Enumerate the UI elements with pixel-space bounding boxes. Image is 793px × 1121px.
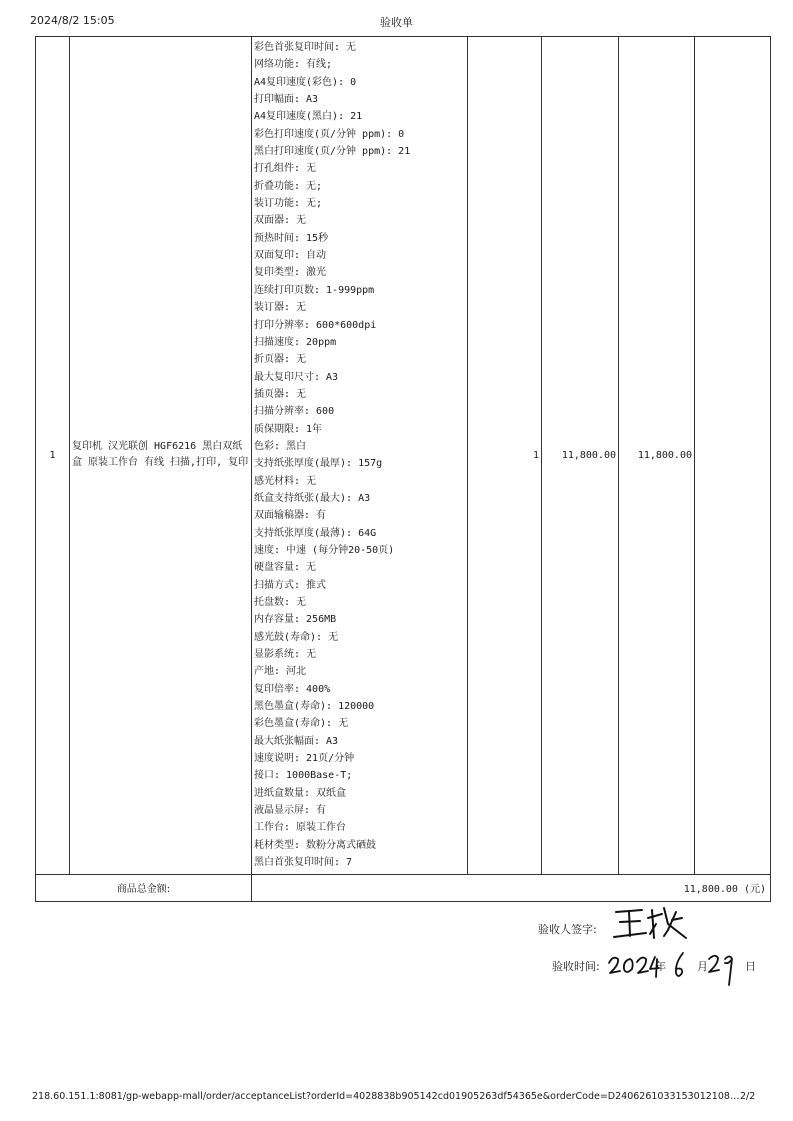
print-datetime: 2024/8/2 15:05 — [30, 14, 115, 27]
spec-line: 扫描分辨率: 600 — [254, 406, 335, 418]
spec-line: A4复印速度(彩色): 0 — [254, 76, 357, 88]
spec-line: 复印倍率: 400% — [254, 683, 331, 695]
spec-line: 内存容量: 256MB — [254, 614, 337, 626]
spec-line: 速度说明: 21页/分钟 — [254, 753, 355, 765]
spec-line: 双面复印: 自动 — [254, 250, 327, 262]
item-name: 复印机 汉光联创 HGF6216 黑白双纸盒 原装工作台 有线 扫描,打印, 复印 — [70, 37, 252, 875]
day-unit: 日 — [745, 960, 756, 973]
item-amount: 11,800.00 — [619, 37, 695, 875]
spec-line: 产地: 河北 — [254, 666, 307, 678]
handwritten-signature — [612, 900, 692, 942]
spec-line: 质保期限: 1年 — [254, 423, 323, 435]
spec-line: 折叠功能: 无; — [254, 180, 323, 192]
spec-line: 彩色首张复印时间: 无 — [254, 42, 357, 53]
total-value: 11,800.00 (元) — [252, 874, 771, 901]
receipt-time-label: 验收时间: — [552, 960, 600, 973]
signature-label: 验收人签字: — [538, 923, 597, 936]
spec-line: 支持纸张厚度(最薄): 64G — [254, 527, 377, 539]
spec-line: 进纸盒数量: 双纸盒 — [254, 787, 347, 799]
spec-line: 黑白打印速度(页/分钟 ppm): 21 — [254, 146, 411, 158]
item-number: 1 — [36, 37, 70, 875]
spec-line: 网络功能: 有线; — [254, 59, 333, 71]
spec-line: 彩色墨盒(寿命): 无 — [254, 718, 349, 730]
spec-line: 液晶显示屏: 有 — [254, 805, 327, 817]
empty-cell — [695, 37, 771, 875]
total-label: 商品总金额: — [36, 874, 252, 901]
spec-line: 黑白首张复印时间: 7 — [254, 857, 353, 869]
spec-line: 装订功能: 无; — [254, 198, 323, 210]
total-row — [36, 874, 771, 901]
spec-line: 工作台: 原装工作台 — [254, 822, 347, 834]
item-unit-price: 11,800.00 — [542, 37, 619, 875]
spec-line: 连续打印页数: 1-999ppm — [254, 284, 375, 296]
spec-line: 速度: 中速 (每分钟20-50页) — [254, 544, 395, 556]
spec-line: 纸盒支持纸张(最大): A3 — [254, 492, 371, 504]
spec-line: 感光材料: 无 — [254, 475, 317, 487]
spec-line: 显影系统: 无 — [254, 649, 317, 661]
spec-line: 双面器: 无 — [254, 215, 307, 227]
spec-line: 装订器: 无 — [254, 302, 307, 314]
acceptance-table — [35, 36, 771, 902]
spec-line: 最大复印尺寸: A3 — [254, 371, 339, 383]
spec-line: 折页器: 无 — [254, 354, 307, 366]
item-specs — [252, 37, 468, 875]
handwritten-date — [605, 945, 745, 987]
spec-list — [254, 39, 467, 872]
spec-line: 接口: 1000Base-T; — [254, 770, 353, 782]
spec-line: 扫描速度: 20ppm — [254, 336, 337, 348]
spec-line: 最大纸张幅面: A3 — [254, 735, 339, 747]
spec-line: 双面输稿器: 有 — [254, 510, 327, 522]
table-row — [36, 37, 771, 875]
spec-line: 打孔组件: 无 — [254, 163, 317, 175]
month-unit: 月 — [697, 960, 708, 973]
spec-line: 支持纸张厚度(最厚): 157g — [254, 458, 383, 470]
spec-line: 硬盘容量: 无 — [254, 562, 317, 574]
item-quantity: 1 — [468, 37, 542, 875]
spec-line: 感光鼓(寿命): 无 — [254, 631, 339, 643]
spec-line: A4复印速度(黑白): 21 — [254, 111, 363, 123]
spec-line: 复印类型: 激光 — [254, 267, 327, 279]
spec-line: 彩色打印速度(页/分钟 ppm): 0 — [254, 128, 405, 140]
spec-line: 打印幅面: A3 — [254, 94, 319, 106]
spec-line: 托盘数: 无 — [254, 597, 307, 608]
spec-line: 黑色墨盒(寿命): 120000 — [254, 701, 375, 713]
year-unit: 年 — [655, 960, 666, 973]
spec-line: 打印分辨率: 600*600dpi — [254, 319, 377, 331]
footer-url: 218.60.151.1:8081/gp-webapp-mall/order/acceptanceList?orderId=4028838b905142cd01905263df54365e&orderCode=D240626103315301210​8… — [32, 1091, 740, 1102]
spec-line: 预热时间: 15秒 — [254, 232, 329, 244]
page-title: 验收单 — [380, 16, 413, 29]
spec-line: 插页器: 无 — [254, 388, 307, 400]
page-number: 2/2 — [740, 1091, 756, 1102]
spec-line: 色彩: 黑白 — [254, 440, 307, 452]
spec-line: 耗材类型: 数粉分离式硒鼓 — [254, 839, 377, 851]
spec-line: 扫描方式: 推式 — [254, 579, 327, 591]
